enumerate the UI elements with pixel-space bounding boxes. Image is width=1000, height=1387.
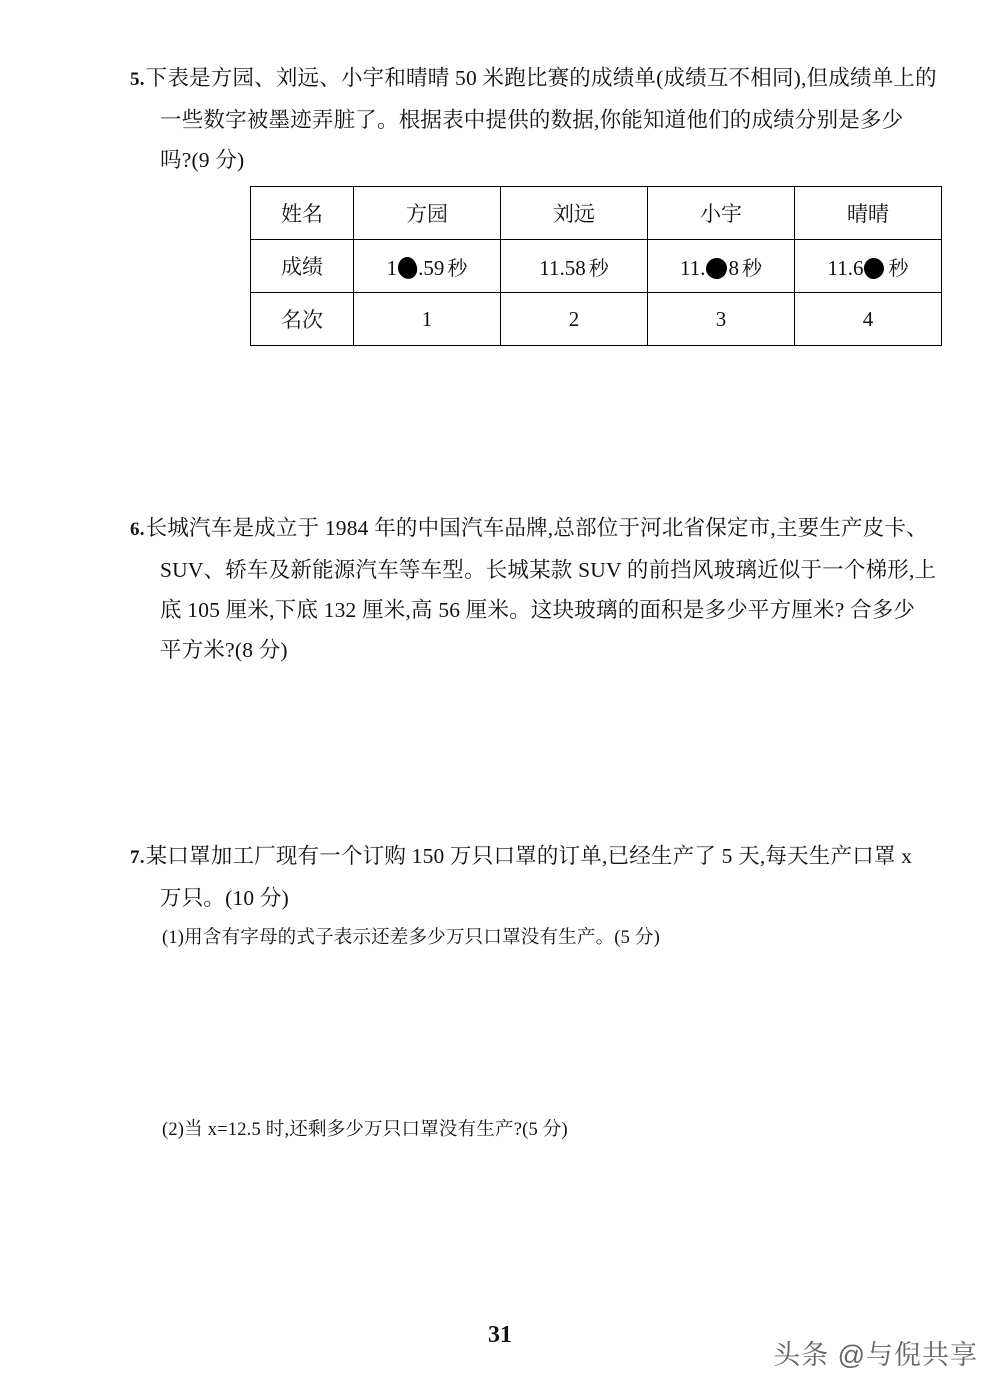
watermark: 头条 @与倪共享	[773, 1340, 978, 1370]
cell-score-4	[795, 240, 942, 293]
problem-5-line-2: 一些数字被墨迹弄脏了。根据表中提供的数据,你能知道他们的成绩分别是多少	[160, 108, 904, 132]
cell-name-1: 方园	[354, 187, 501, 240]
cell-name-4: 晴晴	[795, 187, 942, 240]
cell-name-3: 小宇	[648, 187, 795, 240]
row-header-score: 成绩	[251, 240, 354, 293]
problem-6	[130, 508, 937, 670]
cell-score-3-suffix: 8	[728, 255, 739, 280]
cell-score-2	[501, 240, 648, 293]
table-row-rank	[251, 293, 942, 346]
cell-score-1-suffix: .59	[418, 255, 445, 280]
problem-6-line-2: SUV、轿车及新能源汽车等车型。长城某款 SUV 的前挡风玻璃近似于一个梯形,上	[160, 558, 937, 582]
cell-rank-2: 2	[501, 293, 648, 346]
ink-blot-icon	[705, 256, 728, 279]
problem-7-number: 7.	[130, 847, 145, 868]
cell-rank-3: 3	[648, 293, 795, 346]
row-header-name: 姓名	[251, 187, 354, 240]
cell-score-1	[354, 240, 501, 293]
problem-6-text-1: 长城汽车是成立于 1984 年的中国汽车品牌,总部位于河北省保定市,主要生产皮卡、	[145, 516, 928, 540]
score-table	[250, 186, 942, 346]
problem-7-sub-2-block	[130, 1110, 898, 1150]
table-row-score	[251, 240, 942, 293]
cell-score-3-prefix: 11.	[680, 255, 706, 280]
cell-score-3	[648, 240, 795, 293]
problem-5-line-1	[130, 58, 937, 100]
problem-7-line-1	[130, 836, 913, 878]
row-header-rank: 名次	[251, 293, 354, 346]
cell-score-4-prefix: 11.6	[827, 255, 864, 280]
cell-score-1-unit: 秒	[447, 257, 468, 280]
problem-6-number: 6.	[130, 519, 145, 540]
ink-blot-icon	[397, 255, 419, 279]
problem-7-sub-2: (2)当 x=12.5 时,还剩多少万只口罩没有生产?(5 分)	[162, 1120, 568, 1140]
problem-5-text-1: 下表是方园、刘远、小宇和晴晴 50 米跑比赛的成绩单(成绩互不相同),但成绩单上的	[145, 66, 937, 90]
cell-score-4-unit: 秒	[888, 257, 909, 280]
problem-7	[130, 836, 913, 958]
cell-score-2-prefix: 11.58	[539, 255, 586, 280]
problem-7-text-1: 某口罩加工厂现有一个订购 150 万只口罩的订单,已经生产了 5 天,每天生产口罩 x	[145, 844, 913, 868]
cell-score-1-prefix: 1	[386, 255, 398, 280]
cell-score-2-unit: 秒	[588, 257, 609, 280]
score-table-container	[250, 186, 942, 346]
page-number: 31	[488, 1322, 512, 1348]
problem-5-number: 5.	[130, 69, 145, 90]
cell-score-3-unit: 秒	[741, 257, 762, 280]
problem-6-line-4: 平方米?(8 分)	[160, 638, 288, 662]
cell-rank-1: 1	[354, 293, 501, 346]
problem-5	[130, 58, 937, 180]
ink-blot-icon	[864, 257, 885, 279]
problem-5-line-3: 吗?(9 分)	[160, 148, 245, 172]
table-row-name	[251, 187, 942, 240]
cell-rank-4: 4	[795, 293, 942, 346]
problem-6-line-3: 底 105 厘米,下底 132 厘米,高 56 厘米。这块玻璃的面积是多少平方厘米? 合多少	[160, 598, 916, 622]
problem-7-line-2: 万只。(10 分)	[160, 886, 289, 910]
problem-7-sub-1: (1)用含有字母的式子表示还差多少万只口罩没有生产。(5 分)	[162, 928, 660, 948]
cell-name-2: 刘远	[501, 187, 648, 240]
problem-6-line-1	[130, 508, 928, 550]
